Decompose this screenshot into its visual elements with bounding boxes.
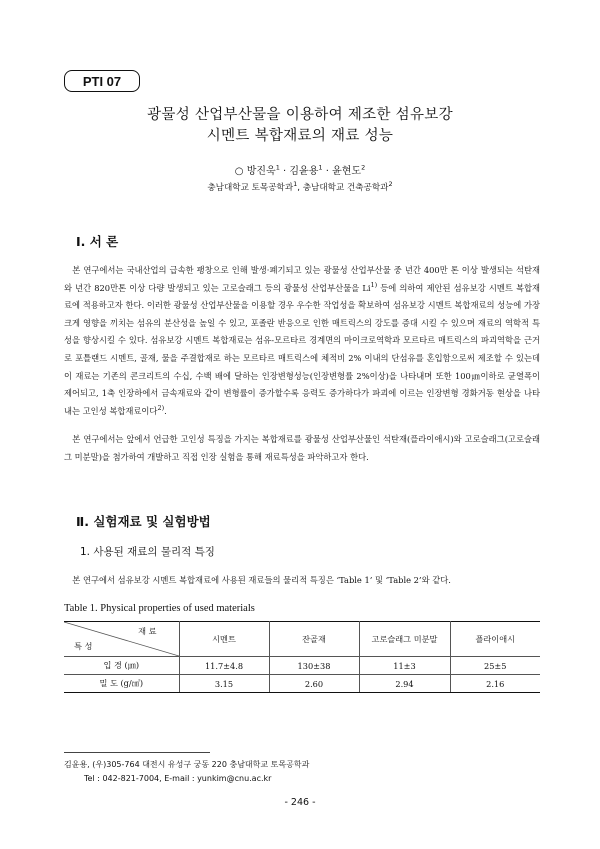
footnote-address: 김윤용, (우)305-764 대전시 유성구 궁동 220 충남대학교 토목공학과	[64, 760, 310, 769]
affiliation-name: 충남대학교 건축공학과	[302, 183, 389, 193]
methods-paragraph-1	[64, 572, 540, 590]
table-header-row	[64, 622, 540, 657]
corner-label-properties: 특 성	[74, 641, 93, 651]
affiliation-mark: 1	[293, 180, 298, 189]
citation-ref: 1)	[370, 280, 378, 289]
paragraph-text: 본 연구에서 섬유보강 시멘트 복합재료에 사용된 재료들의 물리적 특징은 ‘Table 1’ 및 ‘Table 2’와 같다.	[72, 575, 451, 585]
column-header: 시멘트	[179, 622, 269, 657]
presenter-marker: ○	[234, 166, 244, 177]
table-corner-cell	[64, 622, 179, 657]
author-list	[0, 162, 600, 177]
table-cell: 2.94	[359, 675, 450, 693]
footnote-contact: Tel : 042-821-7004, E-mail : yunkim@cnu.ac.kr	[84, 774, 272, 783]
row-label: 입 경 (㎛)	[64, 657, 179, 675]
author-name: 윤현도	[332, 166, 362, 177]
footnote-divider	[64, 752, 210, 753]
paper-title-line2: 시멘트 복합재료의 재료 성능	[206, 128, 394, 144]
paragraph-text: 본 연구에서는 앞에서 언급한 고인성 특징을 가지는 복합재료를 광물성 산업부산물인 석탄재(플라이애시)와 고로슬래그(고로슬래그 미분말)을 첨가하여 개발하고 직접 인장 실험을 통해 재료특성을 파악하고자 한다.	[64, 434, 540, 462]
table-row	[64, 675, 540, 693]
table-cell: 2.16	[450, 675, 540, 693]
paragraph-text: 본 연구에서는 국내산업의 급속한 팽창으로 인해 발생·폐기되고 있는 광물성 산업부산물 중 년간 400만 톤 이상 발생되는 석탄재와 년간 820만톤 이상 다량 발생되고 있는 고로슬래그 등의 광물성 산업부산물을 Li	[64, 265, 540, 293]
table-cell: 11.7±4.8	[179, 657, 269, 675]
page-number: - 246 -	[284, 797, 316, 808]
paper-title-line1: 광물성 산업부산물을 이용하여 제조한 섬유보강	[147, 107, 453, 123]
properties-table	[64, 621, 540, 693]
author-affil-mark: 2	[361, 163, 366, 172]
table-cell: 2.60	[269, 675, 359, 693]
affiliations	[0, 181, 600, 193]
author-name: 방진욱	[246, 166, 276, 177]
paragraph-text: .	[164, 405, 167, 416]
author-separator: ·	[283, 166, 287, 177]
paragraph-text: 등에 의하여 제안된 섬유보강 시멘트 복합재료에 적용하고자 한다. 이러한 광물성 산업부산물을 이용할 경우 우수한 작업성을 확보하여 섬유보강 시멘트 복합재료의 성능에 가장 크게 영향을 끼치는 섬유의 분산성을 높일 수 있고, 포졸란 반응으로 인한 매트릭스의 강도를 증대 시킬 수 있으며 재료의 역학적 특성을 향상시킬 수 있다. 섬유보강 시멘트 복합재료는 섬유-모르타르 경계면의 마이크로역학과 모르타르 매트릭스의 파괴역학을 근거로 포틀랜드 시멘트, 골재, 물을 주결합재로 하는 모르타르 매트릭스에 체적비 2% 이내의 단섬유를 혼입함으로써 제조할 수 있는데 이 재료는 기존의 콘크리트의 수십, 수백 배에 달하는 인장변형성능(인장변형률 2%이상)을 나타내며 또한 100㎛이하로 균열폭이 제어되고, 1축 인장하에서 금속재료와 같이 변형률이 증가할수록 응력도 증가하다가 파괴에 이르는 인장변형 경화거동 현상을 나타내는 고인성 복합재료이다	[64, 282, 540, 416]
intro-paragraph-1	[64, 262, 540, 420]
session-badge: PTI 07	[64, 70, 140, 92]
affiliation-mark: 2	[388, 180, 393, 189]
section-heading-introduction: Ⅰ. 서 론	[76, 234, 119, 249]
intro-paragraph-2	[64, 431, 540, 466]
column-header: 잔골재	[269, 622, 359, 657]
section-heading-methods: Ⅱ. 실험재료 및 실험방법	[76, 514, 211, 529]
table-cell: 25±5	[450, 657, 540, 675]
column-header: 고로슬래그 미분말	[359, 622, 450, 657]
table-caption: Table 1. Physical properties of used materials	[64, 603, 255, 614]
row-label: 밀 도 (g/㎤)	[64, 675, 179, 693]
column-header: 플라이애시	[450, 622, 540, 657]
table-cell: 130±38	[269, 657, 359, 675]
table-cell: 3.15	[179, 675, 269, 693]
corner-label-materials: 재 료	[138, 626, 157, 636]
author-affil-mark: 1	[275, 163, 280, 172]
affiliation-name: 충남대학교 토목공학과	[207, 183, 294, 193]
author-affil-mark: 1	[318, 163, 323, 172]
subsection-heading-materials: 1. 사용된 재료의 물리적 특징	[80, 546, 215, 558]
table-cell: 11±3	[359, 657, 450, 675]
citation-ref: 2)	[157, 403, 165, 412]
author-separator: ·	[325, 166, 329, 177]
table-row	[64, 657, 540, 675]
author-name: 김윤용	[289, 166, 319, 177]
affiliation-separator: ,	[297, 183, 303, 193]
